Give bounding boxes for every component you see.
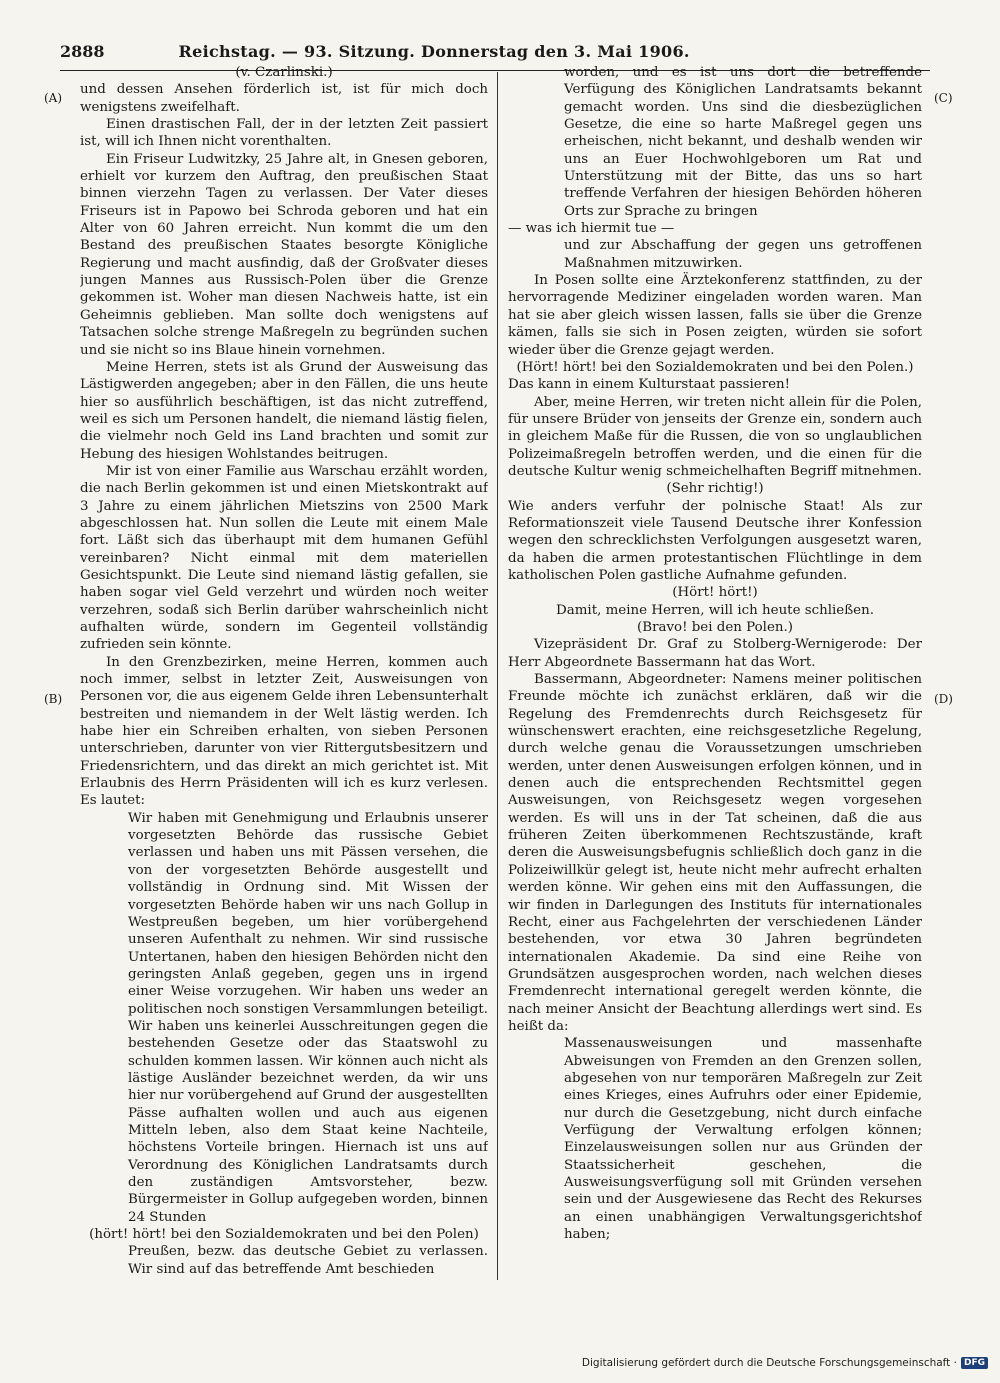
- margin-marker-c: (C): [934, 91, 953, 105]
- margin-marker-a: (A): [44, 91, 63, 105]
- paragraph: Einen drastischen Fall, der in der letzten Zeit passiert ist, will ich Ihnen nicht vorenthalten.: [80, 117, 488, 150]
- dfg-logo: DFG: [961, 1357, 988, 1369]
- paragraph: worden, und es ist uns dort die betreffende Verfügung des Königlichen Landratsamts bekannt gemacht worden. Uns sind die diesbezüglichen Gesetze, die eine so harte Maßregel gegen uns erheischen, nicht bekannt, und deshalb wenden wir uns an Euer Hochwohlgeboren um Rat und Unterstützung mit der Bitte, das uns so hart treffende Verfahren der hiesigen Behörden höheren Orts zur Sprache zu bringen: [564, 65, 922, 219]
- right-column: [508, 64, 922, 1279]
- paragraph: In Posen sollte eine Ärztekonferenz stattfinden, zu der hervorragende Mediziner eingeladen worden waren. Man hat sie aber gleich wissen lassen, falls sie über die Grenze kämen, falls sie sich in Posen zeigten, würden sie sofort wieder über die Grenze gejagt werden.: [508, 273, 922, 358]
- footer: [582, 1357, 988, 1369]
- paragraph: Preußen, bezw. das deutsche Gebiet zu verlassen. Wir sind auf das betreffende Amt beschieden: [128, 1244, 488, 1277]
- column-divider: [497, 72, 498, 1280]
- paragraph: Bassermann, Abgeordneter: Namens meiner politischen Freunde möchte ich zunächst erklären, daß wir die Regelung des Fremdenrechts durch Reichsgesetz für wünschenswert erachten, eine reichsgesetzliche Regelung, durch welche genau die Voraussetzungen umschrieben werden, unter denen Ausweisungen erfolgen können, und in denen auch die entsprechenden Rechtsmittel gegen Ausweisungen, von Reichsgesetz wegen vorgesehen werden. Es will uns in der Tat scheinen, daß die aus früheren Zeiten überkommenen Rechtszustände, kraft deren die Ausweisungsbefugnis schließlich doch ganz in die Polizeiwillkür gelegt ist, heute nicht mehr aufrecht erhalten werden könne. Wir gehen eins mit den Auffassungen, die wir finden in Darlegungen des Instituts für internationales Recht, einer aus Fachgelehrten der verschiedenen Länder bestehenden, vor etwa 30 Jahren begründeten internationalen Akademie. Da sind eine Reihe von Grundsätzen ausgesprochen worden, nach welchen dieses Fremdenrecht international geregelt werden könnte, die nach meiner Ansicht der Beachtung allerdings wert sind. Es heißt da:: [508, 672, 922, 1034]
- paragraph: Damit, meine Herren, will ich heute schließen.: [556, 602, 874, 618]
- margin-marker-b: (B): [44, 692, 63, 706]
- page-title: Reichstag. — 93. Sitzung. Donnerstag den 3. Mai 1906.: [178, 42, 690, 61]
- paragraph: Meine Herren, stets ist als Grund der Ausweisung das Lästigwerden angegeben; aber in den Fällen, die uns heute hier so ausführlich beschäftigen, ist das nicht zutreffend, weil es sich um Personen handelt, die niemand lästig fielen, die vielmehr noch Geld ins Land brachten und somit zur Hebung des hiesigen Wohlstandes beitrugen.: [80, 359, 488, 462]
- paragraph: Aber, meine Herren, wir treten nicht allein für die Polen, für unsere Brüder von jenseits der Grenze ein, sondern auch in gleichem Maße für die Russen, die von so unglaublichen Polizeimaßregeln betroffen werden, und die einen für die deutsche Kultur wenig schmeichelhaften Begriff mitnehmen.: [508, 394, 922, 479]
- paragraph: Wir haben mit Genehmigung und Erlaubnis unserer vorgesetzten Behörde das russische Gebiet verlassen und haben uns mit Pässen versehen, die von der vorgesetzten Behörde ausgestellt und vollständig in Ordnung sind. Mit Wissen der vorgesetzten Behörde haben wir uns nach Gollup in Westpreußen begeben, um hier vorübergehend unseren Aufenthalt zu nehmen. Wir sind russische Untertanen, haben den hiesigen Behörden nicht den geringsten Anlaß gegeben, gegen uns in irgend einer Weise vorzugehen. Wir haben uns weder an politischen noch sonstigen Versammlungen beteiligt. Wir haben uns keinerlei Ausschreitungen gegen die bestehenden Gesetze oder das Staatswohl zu schulden kommen lassen. Wir können auch nicht als lästige Ausländer bezeichnet werden, da wir uns hier nur vorübergehend auf Grund der ausgestellten Pässe aufhalten wollen und auch aus eigenen Mitteln leben, also dem Staat keine Nachteile, höchstens Vorteile bringen. Hiernach ist uns auf Verordnung des Königlichen Landratsamts durch den zuständigen Amtsvorsteher, bezw. Bürgermeister in Gollup aufgegeben worden, binnen 24 Stunden: [128, 810, 488, 1225]
- paragraph: (Bravo! bei den Polen.): [637, 620, 793, 635]
- paragraph: Das kann in einem Kulturstaat passieren!: [508, 377, 791, 393]
- paragraph: (v. Czarlinski.): [235, 65, 333, 80]
- paragraph: Mir ist von einer Familie aus Warschau erzählt worden, die nach Berlin gekommen ist und einen Mietskontrakt auf 3 Jahre zu einem jährlichen Mietszins von 2500 Mark abgeschlossen hat. Nun sollen die Leute mit einem Male fort. Läßt sich das überhaupt mit dem humanen Gefühl vereinbaren? Nicht einmal mit dem materiellen Gesichtspunkt. Die Leute sind niemand lästig gefallen, sie haben sogar viel Geld verzehrt und würden noch weiter verzehren, sodaß sich Berlin darüber wahrscheinlich nicht aufhalten würde, sondern im Gegenteil vollständig zufrieden sein könnte.: [80, 463, 488, 653]
- paragraph: (Sehr richtig!): [666, 481, 764, 497]
- paragraph: Massenausweisungen und massenhafte Abweisungen von Fremden an den Grenzen sollen, abgesehen von nur temporären Maßregeln zur Zeit eines Krieges, eines Aufruhrs oder einer Epidemie, nur durch die Gesetzgebung, nicht durch einfache Verfügung der Verwaltung erfolgen können; Einzelausweisungen sollen nur aus Gründen der Staatssicherheit geschehen, die Ausweisungsverfügung soll mit Gründen versehen sein und der Ausgewiesene das Recht des Rekurses an einen unabhängigen Verwaltungsgerichtshof haben;: [564, 1036, 922, 1243]
- paragraph: Vizepräsident Dr. Graf zu Stolberg-Wernigerode: Der Herr Abgeordnete Bassermann hat das Wort.: [508, 637, 922, 670]
- paragraph: — was ich hiermit tue —: [508, 221, 675, 237]
- page-number: 2888: [60, 42, 105, 61]
- paragraph: In den Grenzbezirken, meine Herren, kommen auch noch immer, selbst in letzter Zeit, Ausweisungen von Personen vor, die aus eigenem Gelde ihren Lebensunterhalt bestreiten und niemandem in der Welt lästig werden. Ich habe hier ein Schreiben erhalten, von sieben Personen unterschrieben, darunter von vier Rittergutsbesitzern und Friedensrichtern, und das direkt an mich gerichtet ist. Mit Erlaubnis des Herrn Präsidenten will ich es kurz verlesen. Es lautet:: [80, 654, 488, 809]
- footer-credit: Digitalisierung gefördert durch die Deutsche Forschungsgemeinschaft ·: [581, 1357, 957, 1369]
- margin-marker-d: (D): [934, 692, 953, 706]
- paragraph: (Hört! hört! bei den Sozialdemokraten und bei den Polen.): [516, 359, 914, 375]
- paragraph: (Hört! hört!): [672, 585, 758, 601]
- left-column: [80, 64, 488, 1279]
- paragraph: Ein Friseur Ludwitzky, 25 Jahre alt, in Gnesen geboren, erhielt vor kurzem den Auftrag, den preußischen Staat binnen vierzehn Tagen zu verlassen. Der Vater dieses Friseurs ist in Papowo bei Schroda geboren und hat ein Alter von 60 Jahren erreicht. Nun kommt die um den Bestand des preußischen Staates besorgte Königliche Regierung und macht ausfindig, daß der Großvater dieses jungen Mannes aus Russisch-Polen über die Grenze gekommen ist. Woher man diesen Nachweis hatte, ist ein Geheimnis geblieben. Man sollte doch wenigstens auf Tatsachen solche strenge Maßregeln zu begründen suchen und sie nicht so ins Blaue hinein vornehmen.: [80, 151, 488, 358]
- paragraph: und zur Abschaffung der gegen uns getroffenen Maßnahmen mitzuwirken.: [564, 238, 922, 271]
- paragraph: (hört! hört! bei den Sozialdemokraten und bei den Polen): [89, 1227, 479, 1243]
- paragraph: und dessen Ansehen förderlich ist, ist für mich doch wenigstens zweifelhaft.: [80, 82, 488, 115]
- paragraph: Wie anders verfuhr der polnische Staat! Als zur Reformationszeit viele Tausend Deutsche ihrer Konfession wegen den schrecklichsten Verfolgungen ausgesetzt waren, da haben die armen protestantischen Flüchtlinge in dem katholischen Polen gastliche Aufnahme gefunden.: [508, 498, 922, 583]
